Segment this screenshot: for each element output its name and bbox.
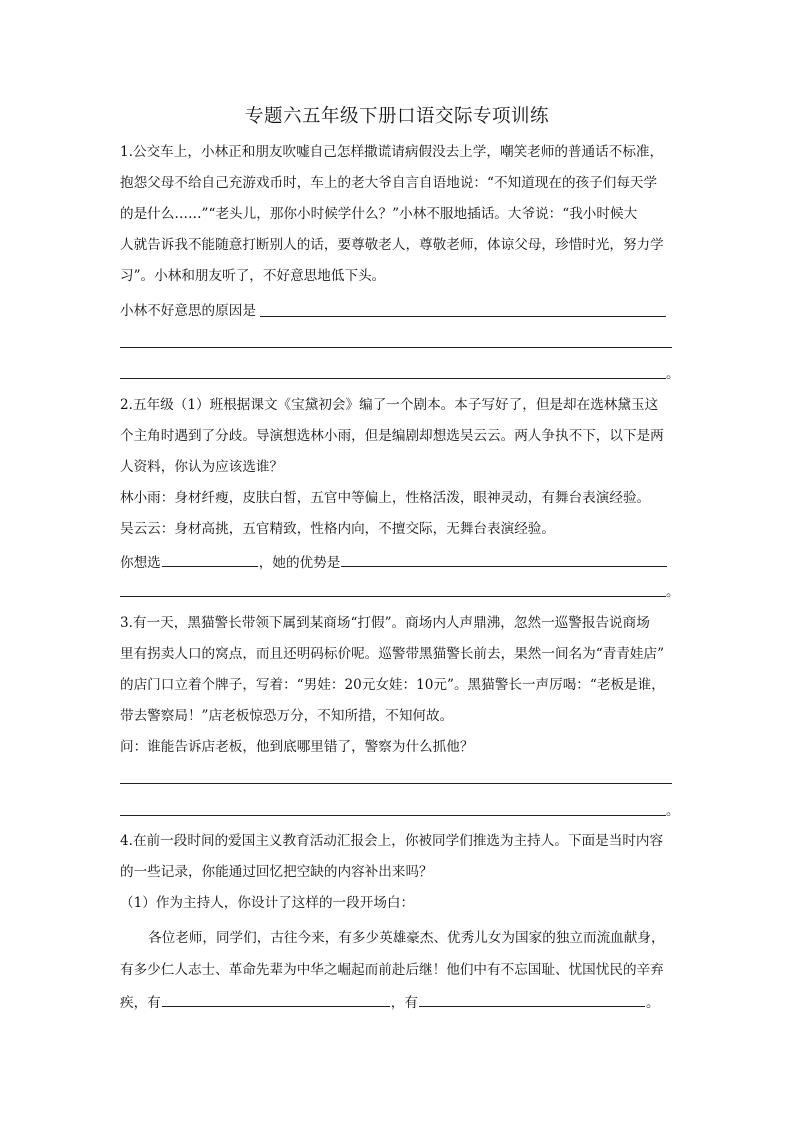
q1-answer-blank-2[interactable]	[120, 347, 672, 348]
q3-line-1: 3.有一天，黑猫警长带领下属到某商场“打假”。商场内人声鼎沸，忽然一巡警报告说商场	[120, 615, 650, 631]
q2-answer-middle: ，她的优势是	[258, 555, 341, 571]
page-title: 专题六五年级下册口语交际专项训练	[244, 106, 549, 127]
q2-end-mark: 。	[666, 584, 680, 600]
q4-fill-prefix: 疾，有	[120, 995, 161, 1011]
q2-choice-blank[interactable]	[162, 552, 258, 567]
q1-answer-blank-1[interactable]	[260, 316, 666, 317]
q2-profile-b: 吴云云：身材高挑，五官精致，性格内向，不擅交际，无舞台表演经验。	[120, 521, 555, 537]
q1-line-1: 1.公交车上，小林正和朋友吹嘘自己怎样撒谎请病假没去上学，嘲笑老师的普通话不标准，	[120, 144, 664, 160]
q2-line-3: 人资料，你认为应该选谁？	[120, 459, 284, 475]
q4-fill-blank-1[interactable]	[162, 992, 390, 1007]
q2-line-1: 2.五年级（1）班根据课文《宝黛初会》编了一个剧本。本子写好了，但是却在选林黛玉这	[120, 397, 659, 413]
q4-fill-line	[120, 992, 676, 1013]
q4-sub-question-1: （1）作为主持人，你设计了这样的一段开场白：	[120, 895, 415, 911]
q3-answer-blank-2[interactable]	[120, 815, 666, 816]
q2-answer-line	[120, 552, 676, 573]
q1-answer-blank-3[interactable]	[120, 378, 666, 379]
q4-line-1: 4.在前一段时间的爱国主义教育活动汇报会上，你被同学们推选为主持人。下面是当时内容	[120, 833, 664, 849]
q4-paragraph-line-1: 各位老师，同学们，古往今来，有多少英雄豪杰、优秀儿女为国家的独立而流血献身，	[148, 930, 665, 946]
q2-line-2: 个主角时遇到了分歧。导演想选林小雨，但是编剧却想选吴云云。两人争执不下，以下是两	[120, 428, 664, 444]
q2-advantage-blank[interactable]	[341, 552, 667, 567]
q1-line-2: 抱怨父母不给自己充游戏币时，车上的老大爷自言自语地说：“不知道现在的孩子们每天学	[120, 175, 658, 191]
q1-end-mark: 。	[666, 366, 680, 382]
q2-profile-a: 林小雨：身材纤瘦，皮肤白皙，五官中等偏上，性格活泼，眼神灵动，有舞台表演经验。	[120, 490, 651, 506]
q1-line-5: 习”。小林和朋友听了，不好意思地低下头。	[120, 268, 386, 284]
q1-line-4: 人就告诉我不能随意打断别人的话，要尊敬老人，尊敬老师，体谅父母，珍惜时光，努力学	[120, 237, 664, 253]
q4-fill-middle: ，有	[390, 995, 418, 1011]
q4-fill-blank-2[interactable]	[419, 992, 645, 1007]
q3-line-4: 带去警察局！”店老板惊恐万分，不知所措，不知何故。	[120, 708, 454, 724]
q4-paragraph-line-2: 有多少仁人志士、革命先辈为中华之崛起而前赴后继！他们中有不忘国耻、忧国忧民的辛弃	[120, 962, 664, 978]
q3-line-3: 的店门口立着个牌子，写着：“男娃：20元女娃：10元”。黑猫警长一声厉喝：“老板是谁，	[120, 677, 665, 693]
q2-answer-blank-2[interactable]	[120, 596, 666, 597]
q3-answer-blank-1[interactable]	[120, 783, 672, 784]
q4-line-2: 的一些记录，你能通过回忆把空缺的内容补出来吗？	[120, 864, 433, 880]
q2-answer-prefix: 你想选	[120, 555, 161, 571]
q3-question: 问：谁能告诉店老板，他到底哪里错了，警察为什么抓他？	[120, 739, 474, 755]
q1-prompt: 小林不好意思的原因是	[120, 303, 256, 319]
q1-line-3: 的是什么……”“老头儿，那你小时候学什么？”小林不服地插话。大爷说：“我小时候大	[120, 206, 638, 222]
q4-end-mark: 。	[645, 995, 660, 1011]
q3-line-2: 里有拐卖人口的窝点，而且还明码标价呢。巡警带黑猫警长前去，果然一间名为“青青娃店”	[120, 646, 665, 662]
q3-end-mark: 。	[666, 803, 680, 819]
